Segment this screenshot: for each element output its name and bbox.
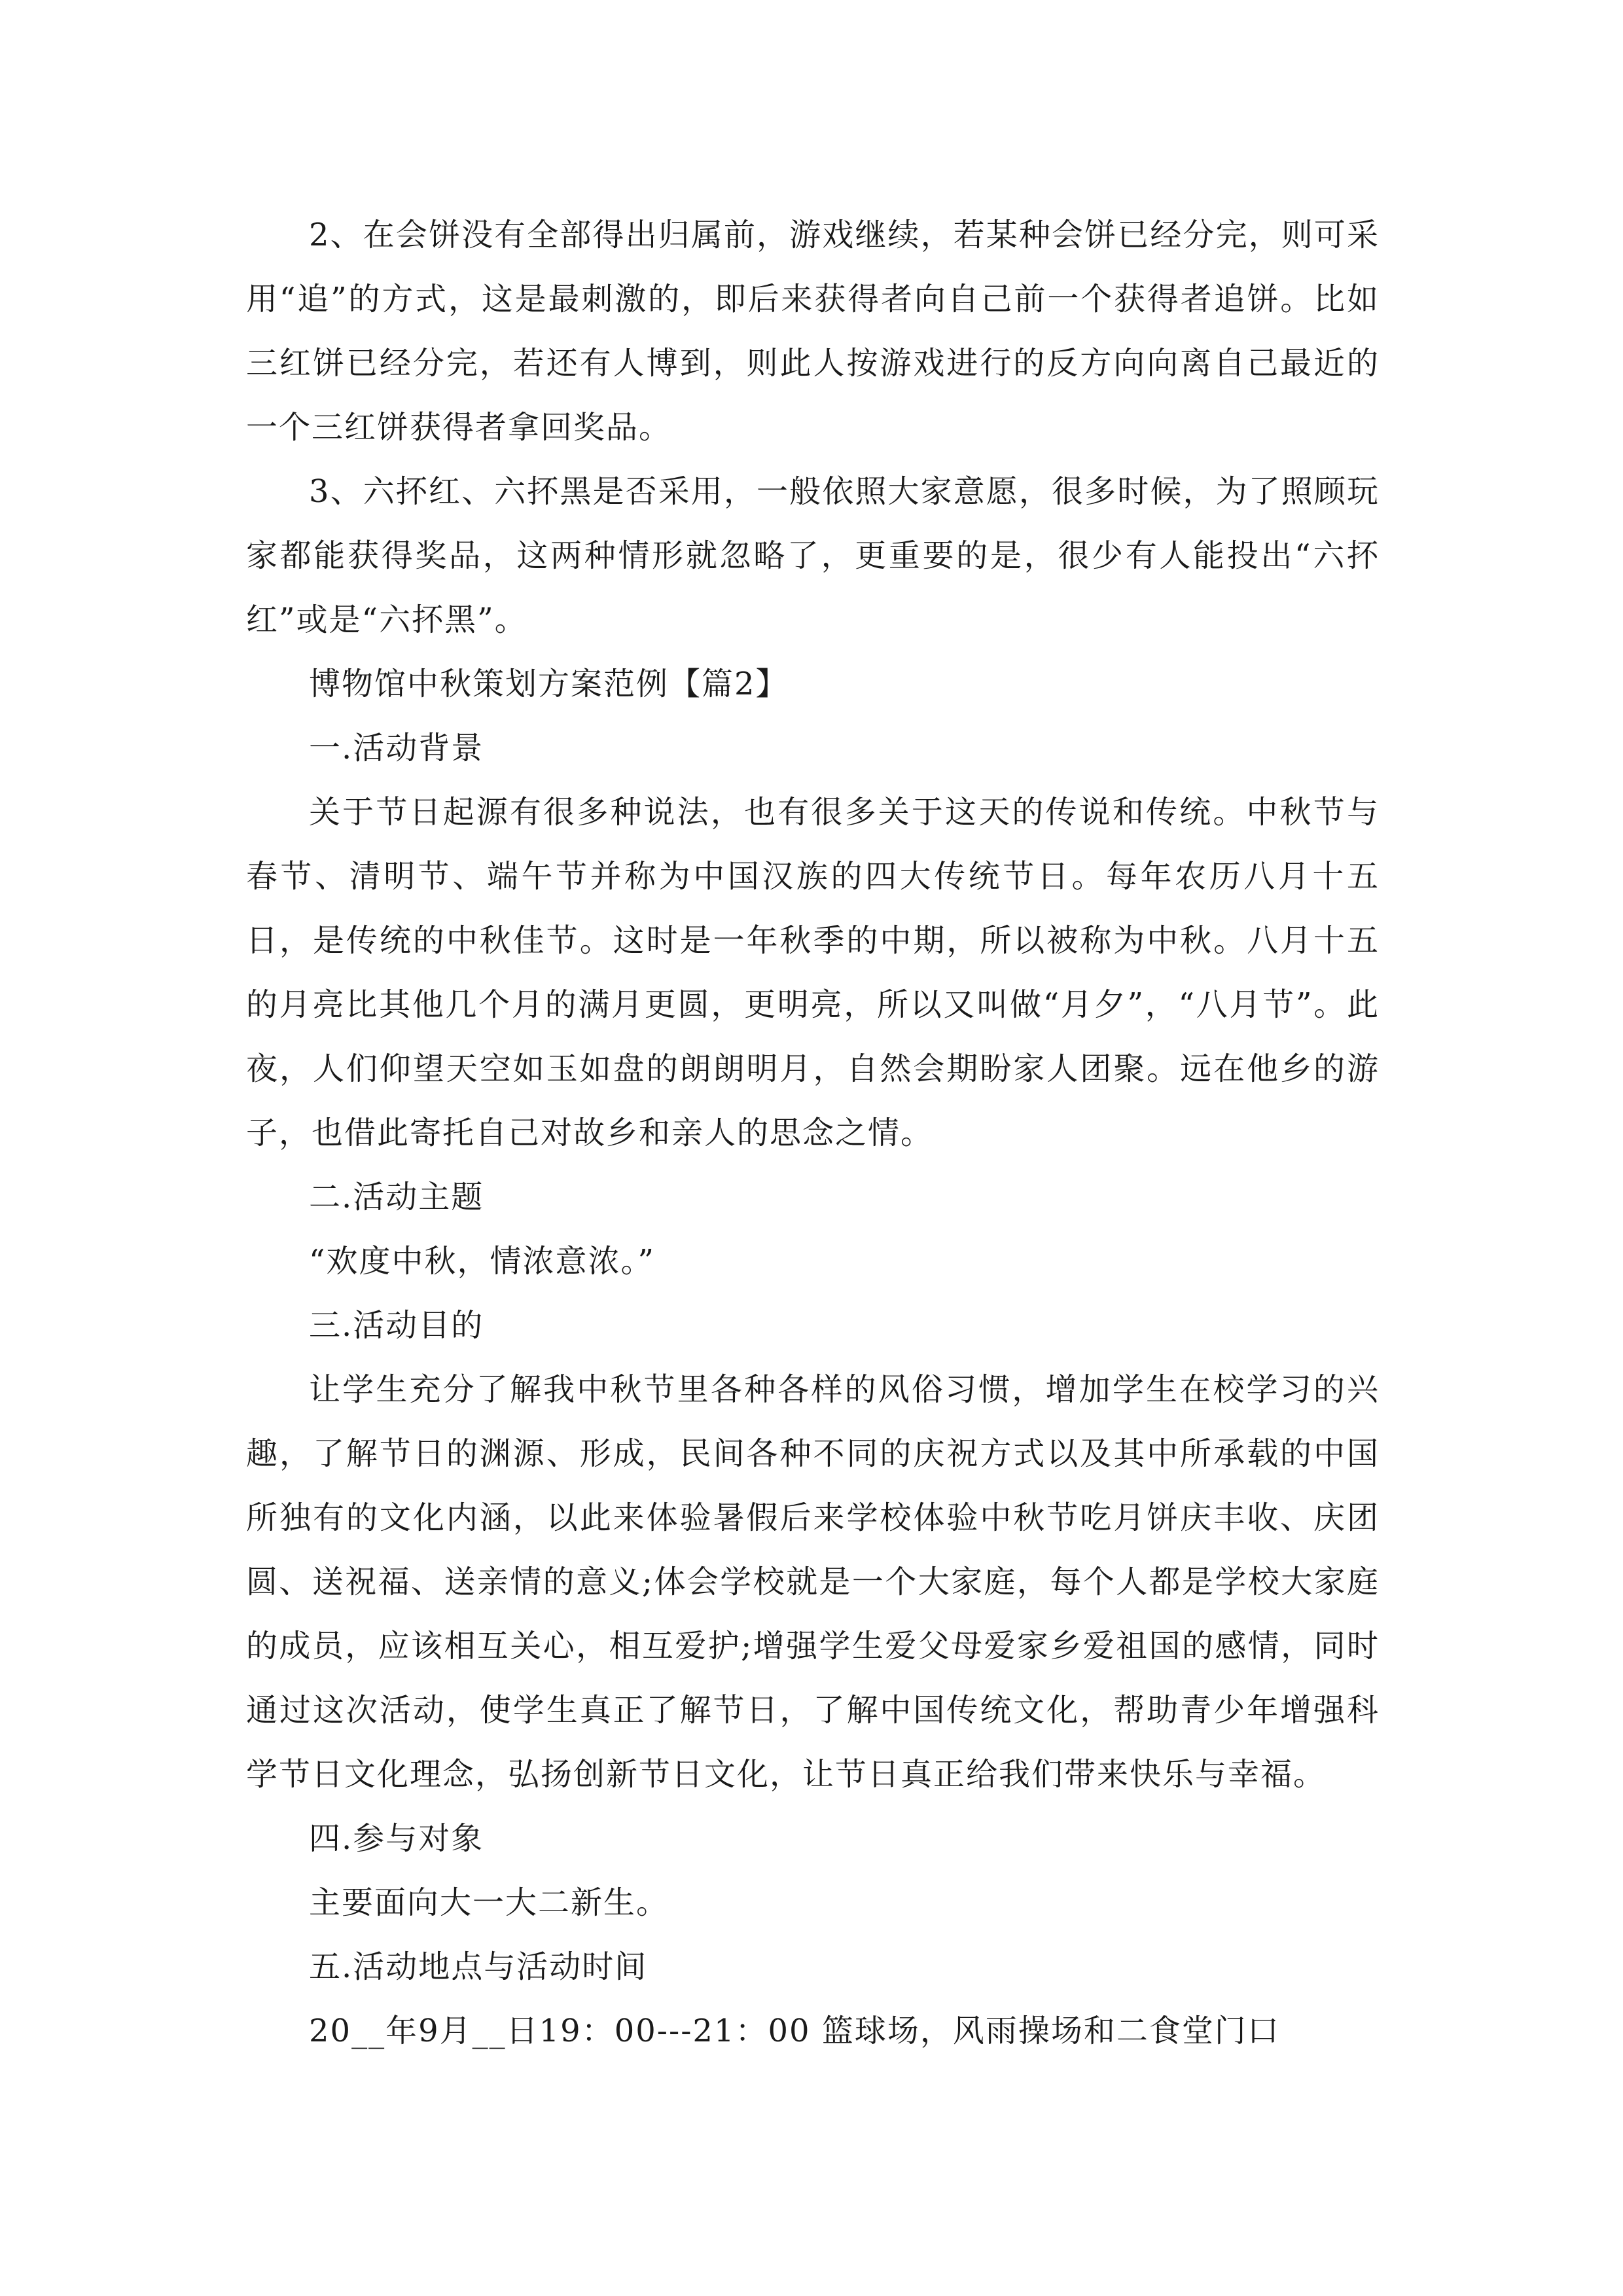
paragraph-theme: “欢度中秋，情浓意浓。” — [309, 1243, 656, 1280]
paragraph-rule-3: 3、六抔红、六抔黑是否采用，一般依照大家意愿，很多时候，为了照顾玩家都能获得奖品，这两种情形就忽略了，更重要的是，很少有人能投出“六抔红”或是“六抔黑”。 — [246, 473, 1380, 638]
section-title: 博物馆中秋策划方案范例【篇2】 — [309, 666, 789, 702]
heading-participants: 四.参与对象 — [309, 1820, 484, 1857]
paragraph-purpose: 让学生充分了解我中秋节里各种各样的风俗习惯，增加学生在校学习的兴趣，了解节日的渊源、形成，民间各种不同的庆祝方式以及其中所承载的中国所独有的文化内涵，以此来体验暑假后来学校体验中秋节吃月饼庆丰收、庆团圆、送祝福、送亲情的意义;体会学校就是一个大家庭，每个人都是学校大家庭的成员，应该相互关心，相互爱护;增强学生爱父母爱家乡爱祖国的感情，同时通过这次活动，使学生真正了解节日，了解中国传统文化，帮助青少年增强科学节日文化理念，弘扬创新节日文化，让节日真正给我们带来快乐与幸福。 — [246, 1371, 1380, 1793]
heading-background: 一.活动背景 — [309, 730, 484, 766]
heading-purpose: 三.活动目的 — [309, 1307, 484, 1344]
heading-location-time: 五.活动地点与活动时间 — [309, 1948, 648, 1985]
document-body — [246, 203, 1380, 2063]
paragraph-participants: 主要面向大一大二新生。 — [309, 1884, 669, 1921]
paragraph-location-time: 20__年9月__日19：00---21：00 篮球场，风雨操场和二食堂门口 — [309, 2013, 1280, 2049]
paragraph-background: 关于节日起源有很多种说法，也有很多关于这天的传说和传统。中秋节与春节、清明节、端午节并称为中国汉族的四大传统节日。每年农历八月十五日，是传统的中秋佳节。这时是一年秋季的中期，所以被称为中秋。八月十五的月亮比其他几个月的满月更圆，更明亮，所以又叫做“月夕”，“八月节”。此夜，人们仰望天空如玉如盘的朗朗明月，自然会期盼家人团聚。远在他乡的游子，也借此寄托自己对故乡和亲人的思念之情。 — [246, 794, 1380, 1151]
heading-theme: 二.活动主题 — [309, 1179, 484, 1215]
paragraph-rule-2: 2、在会饼没有全部得出归属前，游戏继续，若某种会饼已经分完，则可采用“追”的方式，这是最刺激的，即后来获得者向自己前一个获得者追饼。比如三红饼已经分完，若还有人博到，则此人按游戏进行的反方向向离自己最近的一个三红饼获得者拿回奖品。 — [246, 217, 1380, 446]
